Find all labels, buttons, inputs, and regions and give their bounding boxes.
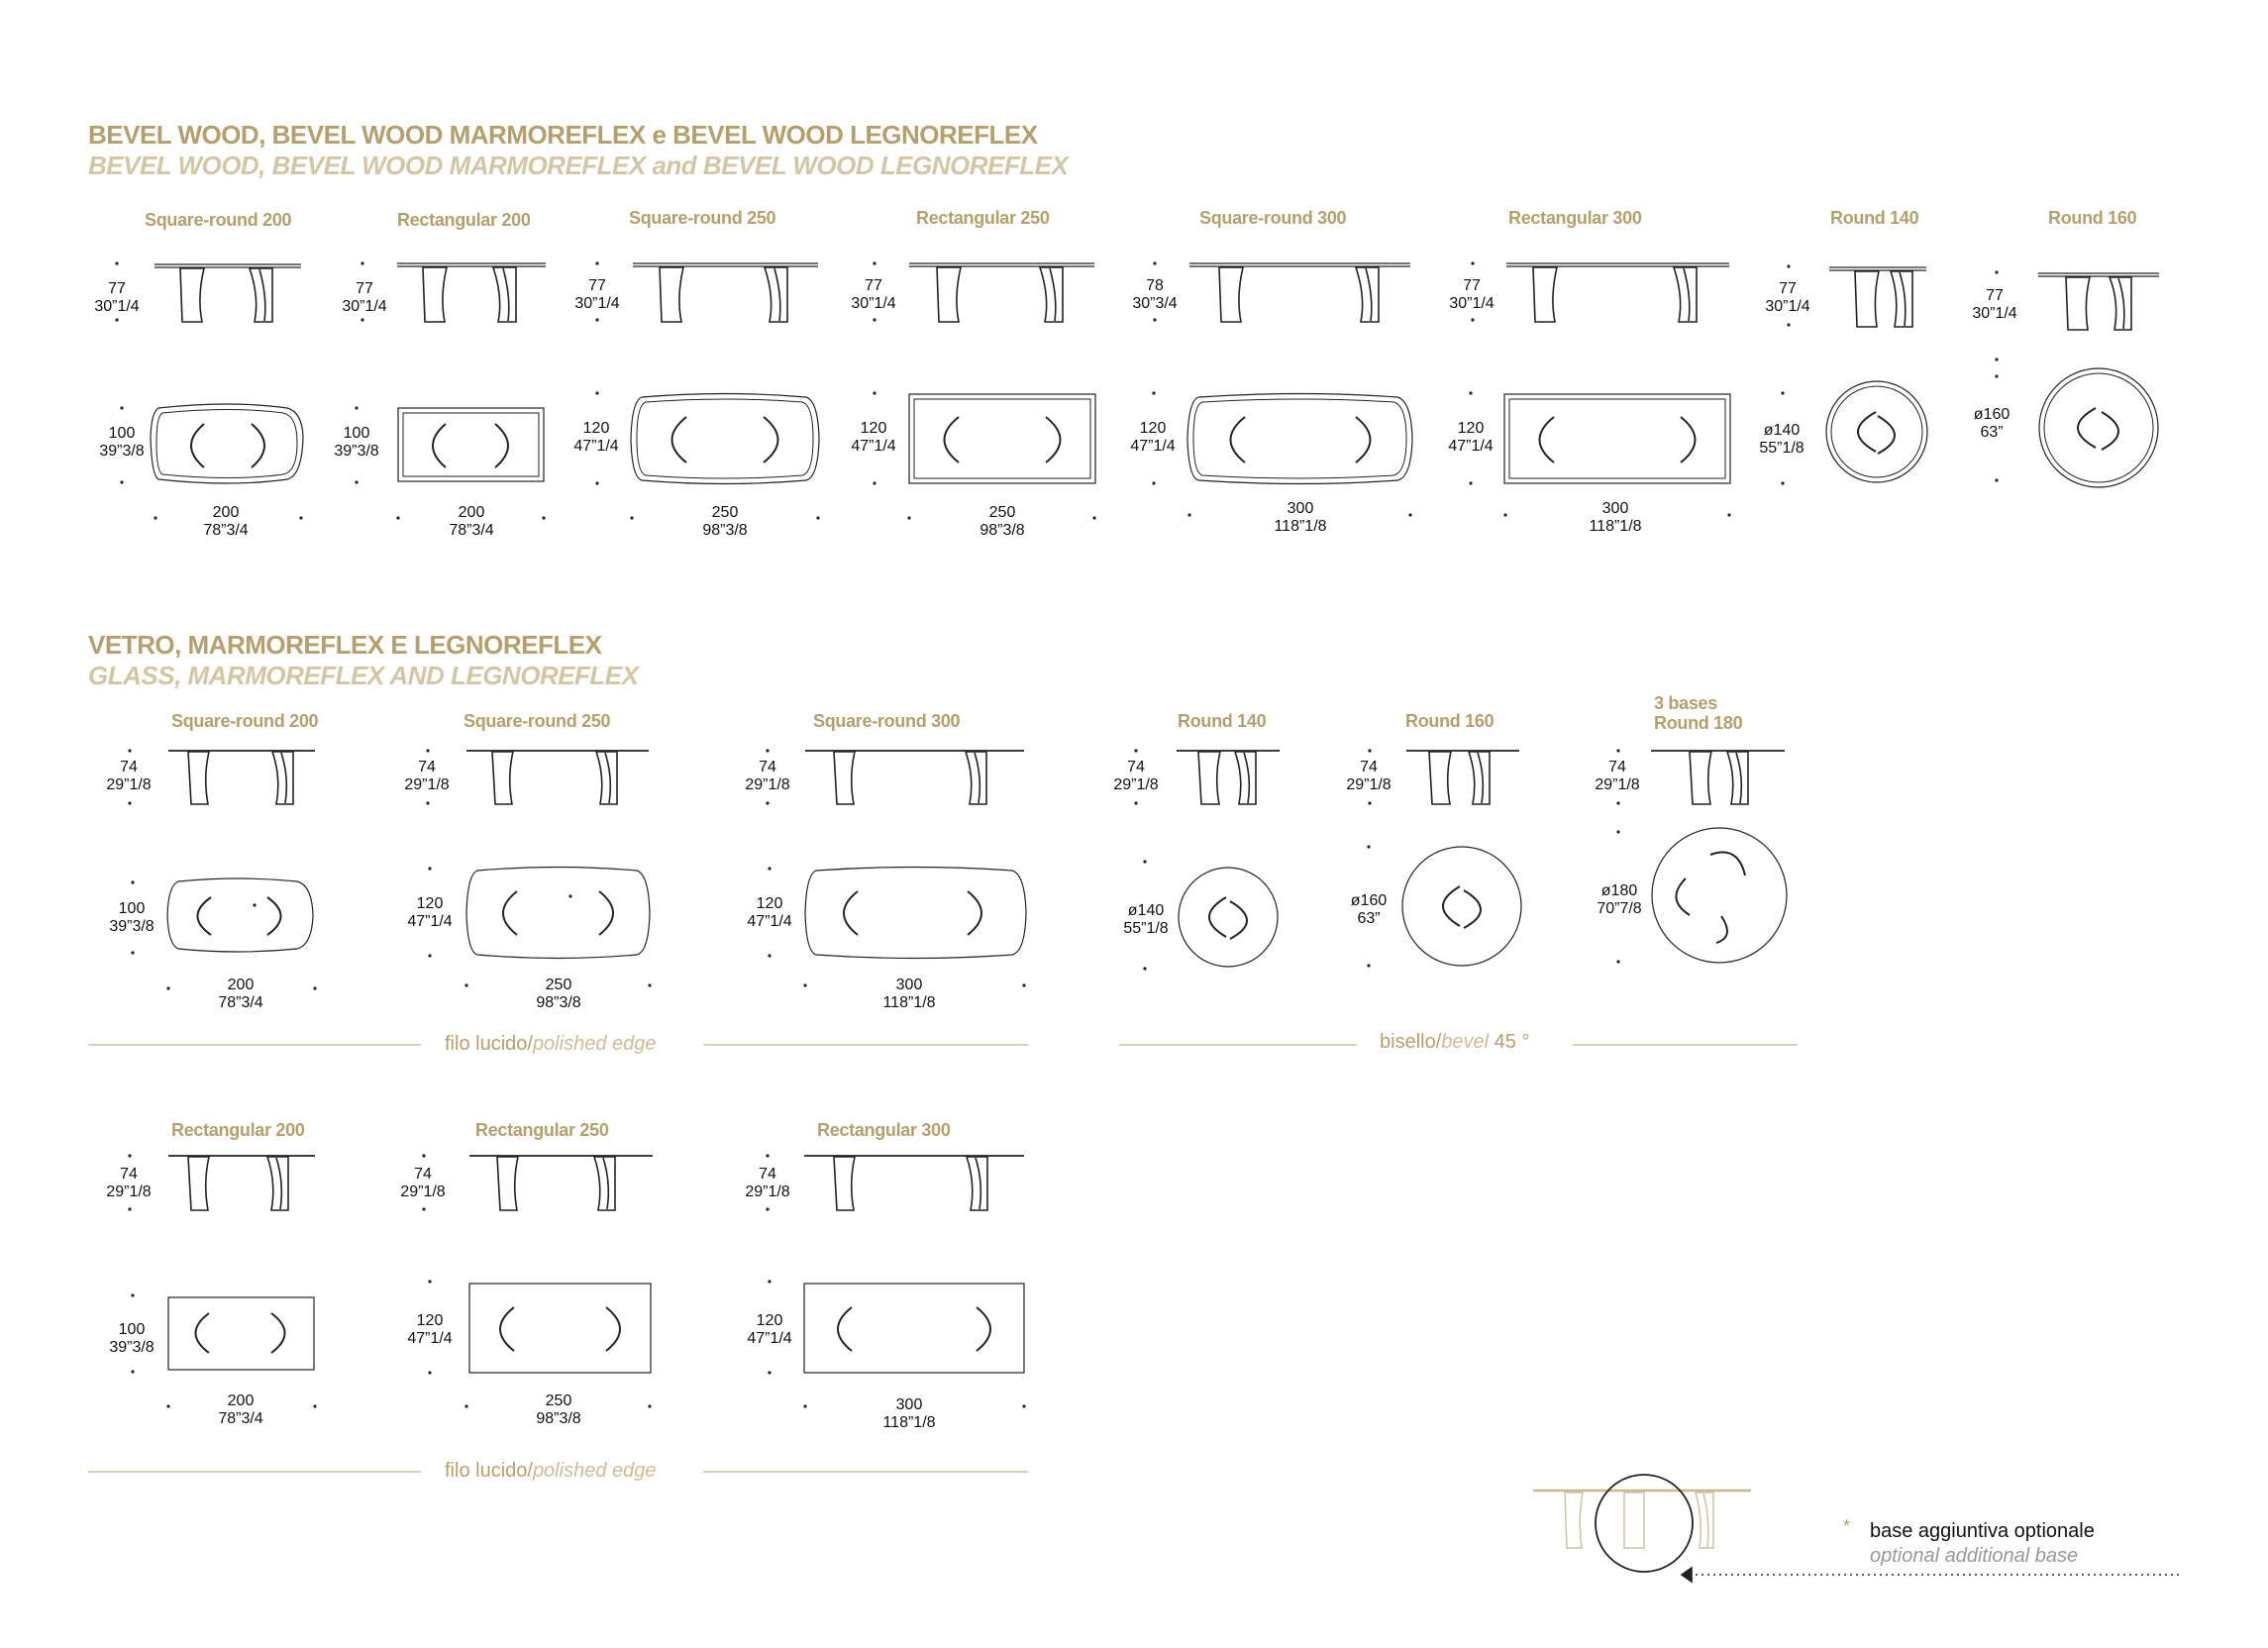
- elevation-glass-square-round-250: [466, 751, 649, 804]
- plan-glass-round-140: [1179, 868, 1278, 967]
- height-dimension: 74 29”1/8: [1595, 759, 1640, 793]
- elevation-glass-rectangular-200: [168, 1156, 315, 1210]
- dimension-dot: [299, 516, 302, 519]
- length-dimension: 200 78”3/4: [449, 504, 494, 539]
- height-dimension: 74 29”1/8: [404, 759, 450, 793]
- dimension-dot: [313, 986, 316, 989]
- height-dimension: 77 30”1/4: [1972, 287, 2017, 322]
- height-dimension: 77 30”1/4: [574, 277, 620, 312]
- dimension-dot: [1471, 318, 1474, 321]
- dimension-dot: [1152, 391, 1155, 394]
- dimension-dot: [766, 1154, 769, 1157]
- section-title-bevel: BEVEL WOOD, BEVEL WOOD MARMOREFLEX e BEVEL WOOD LEGNOREFLEX: [88, 120, 1038, 150]
- dimension-dot: [768, 1371, 771, 1374]
- dimension-dot: [355, 480, 358, 483]
- dimension-dot: [648, 983, 651, 986]
- dimension-dot: [1143, 967, 1146, 970]
- width-dimension: 100 39”3/8: [109, 900, 155, 935]
- dimension-dot: [313, 1404, 316, 1407]
- dimension-dot: [1995, 358, 1998, 360]
- length-dimension: 200 78”3/4: [218, 977, 263, 1011]
- dimension-dot: [166, 986, 169, 989]
- width-dimension: ø180 70”7/8: [1597, 882, 1642, 917]
- plan-glass-rectangular-300: [804, 1284, 1024, 1373]
- elevation-round-140: [1829, 267, 1926, 327]
- dimension-dot: [131, 1293, 134, 1296]
- table-label: Square-round 200: [145, 210, 292, 230]
- dimension-dot: [1995, 270, 1998, 273]
- elevation-glass-square-round-300: [805, 751, 1024, 804]
- section-title-glass: VETRO, MARMOREFLEX E LEGNOREFLEX: [88, 630, 602, 660]
- dimension-dot: [464, 983, 467, 986]
- dimension-dot: [426, 749, 429, 752]
- legend-asterisk: *: [1843, 1516, 1851, 1536]
- dimension-dot: [361, 261, 363, 264]
- table-label: Rectangular 250: [475, 1120, 609, 1140]
- width-dimension: 120 47”1/4: [1448, 420, 1494, 455]
- height-dimension: 74 29”1/8: [106, 759, 152, 793]
- separator-lines: [88, 1045, 1798, 1472]
- table-label: Rectangular 250: [916, 208, 1050, 228]
- table-label: Round 180: [1654, 713, 1743, 733]
- dimension-dot: [428, 867, 431, 870]
- dimension-dot: [1368, 801, 1371, 804]
- length-dimension: 250 98”3/8: [536, 977, 581, 1011]
- height-dimension: 74 29”1/8: [400, 1166, 446, 1200]
- width-dimension: ø140 55”1/8: [1759, 422, 1804, 457]
- table-label: Round 140: [1830, 208, 1919, 228]
- table-label: Square-round 250: [464, 711, 611, 731]
- dimension-dot: [120, 406, 123, 409]
- dimension-dot: [396, 516, 399, 519]
- width-dimension: 120 47”1/4: [747, 1312, 792, 1347]
- section-subtitle-glass: GLASS, MARMOREFLEX AND LEGNOREFLEX: [88, 661, 639, 690]
- dimension-dot: [1616, 749, 1619, 752]
- dimension-dot: [873, 318, 876, 321]
- plan-glass-square-round-300: [805, 868, 1026, 959]
- elevation-rectangular-250: [909, 263, 1094, 322]
- table-label: Round 140: [1178, 711, 1267, 731]
- dimension-dot: [1367, 964, 1370, 967]
- dimension-dot: [428, 954, 431, 957]
- plan-square-round-250: [631, 394, 819, 484]
- dimension-dot: [128, 801, 131, 804]
- dimension-dot: [1022, 983, 1025, 986]
- table-label: Square-round 300: [813, 711, 961, 731]
- plan-glass-rectangular-200: [168, 1297, 314, 1370]
- plan-glass-square-round-200: [167, 878, 313, 952]
- dimension-dot: [128, 1154, 131, 1157]
- table-label: Square-round 300: [1199, 208, 1347, 228]
- height-dimension: 77 30”1/4: [851, 277, 896, 312]
- table-label-top: 3 bases: [1654, 693, 1717, 713]
- edge-note-bevel: bisello/bevel 45 °: [1380, 1031, 1530, 1053]
- height-dimension: 77 30”1/4: [342, 280, 387, 315]
- dimension-dot: [803, 1404, 806, 1407]
- dimension-dot: [1616, 830, 1619, 833]
- elevation-glass-round-180: [1651, 751, 1785, 804]
- dimension-dot: [131, 1370, 134, 1373]
- width-dimension: ø140 55”1/8: [1123, 902, 1169, 937]
- dimension-dot: [766, 801, 769, 804]
- dimension-dot: [873, 261, 876, 264]
- edge-note-polished: filo lucido/polished edge: [445, 1460, 657, 1482]
- dimension-dot: [595, 261, 598, 264]
- elevation-square-round-200: [155, 264, 301, 322]
- width-dimension: 120 47”1/4: [407, 895, 453, 930]
- dimension-dot: [422, 1154, 425, 1157]
- elevation-square-round-250: [633, 263, 818, 322]
- dimension-dot: [768, 867, 771, 870]
- dimension-dot: [766, 1207, 769, 1210]
- edge-note-polished: filo lucido/polished edge: [445, 1033, 657, 1055]
- dimension-dot: [422, 1207, 425, 1210]
- plan-square-round-200: [151, 404, 303, 483]
- dimension-dot: [1469, 391, 1472, 394]
- dimension-dot: [120, 480, 123, 483]
- plan-glass-round-180: [1652, 828, 1787, 963]
- elevation-glass-rectangular-300: [804, 1156, 1024, 1210]
- dimension-dot: [595, 318, 598, 321]
- dimension-dot: [1781, 481, 1784, 484]
- width-dimension: 120 47”1/4: [573, 420, 619, 455]
- dimension-dot: [1143, 860, 1146, 863]
- length-dimension: 250 98”3/8: [536, 1392, 581, 1427]
- elevation-glass-round-140: [1177, 751, 1280, 804]
- length-dimension: 250 98”3/8: [702, 504, 748, 539]
- plan-glass-round-160: [1402, 847, 1521, 966]
- height-dimension: 78 30”3/4: [1132, 277, 1178, 312]
- plan-round-140: [1826, 381, 1927, 482]
- elevation-glass-round-160: [1406, 751, 1519, 804]
- height-dimension: 77 30”1/4: [1449, 277, 1495, 312]
- elevation-rectangular-200: [397, 263, 546, 322]
- dimension-dot: [1503, 513, 1506, 516]
- dimension-dot: [166, 1404, 169, 1407]
- dimension-dot: [1092, 516, 1095, 519]
- table-label: Round 160: [2048, 208, 2137, 228]
- width-dimension: 100 39”3/8: [109, 1321, 155, 1356]
- dimension-dot: [1727, 513, 1730, 516]
- width-dimension: 120 47”1/4: [407, 1312, 453, 1347]
- height-dimension: 74 29”1/8: [1113, 759, 1159, 793]
- dimension-dot: [595, 391, 598, 394]
- elevation-glass-square-round-200: [168, 751, 315, 804]
- dimension-dot: [1995, 478, 1998, 481]
- width-dimension: 120 47”1/4: [1130, 420, 1176, 455]
- width-dimension: ø160 63”: [1973, 406, 2010, 441]
- elevation-glass-rectangular-250: [469, 1156, 653, 1210]
- dimension-dot: [1134, 749, 1137, 752]
- section-subtitle-bevel: BEVEL WOOD, BEVEL WOOD MARMOREFLEX and BEVEL WOOD LEGNOREFLEX: [88, 151, 1069, 180]
- dimension-dot: [873, 481, 876, 484]
- height-dimension: 74 29”1/8: [745, 759, 790, 793]
- plan-rectangular-250: [909, 394, 1095, 483]
- dimension-dot: [355, 406, 358, 409]
- dimension-dot: [873, 391, 876, 394]
- dimension-dot: [1153, 261, 1156, 264]
- height-dimension: 74 29”1/8: [1346, 759, 1392, 793]
- length-dimension: 200 78”3/4: [203, 504, 249, 539]
- plan-round-160: [2039, 368, 2158, 487]
- table-label: Rectangular 200: [397, 210, 531, 230]
- height-dimension: 77 30”1/4: [1765, 280, 1810, 315]
- dimension-dot: [816, 516, 819, 519]
- dimension-dot: [630, 516, 633, 519]
- width-dimension: ø160 63”: [1350, 892, 1388, 927]
- table-label: Square-round 200: [171, 711, 319, 731]
- length-dimension: 200 78”3/4: [218, 1392, 263, 1427]
- width-dimension: 100 39”3/8: [99, 425, 145, 460]
- dimension-dot: [131, 951, 134, 954]
- plan-rectangular-200: [398, 408, 544, 481]
- plan-glass-rectangular-250: [469, 1284, 651, 1373]
- dimension-dot: [426, 801, 429, 804]
- dimension-dot: [154, 516, 156, 519]
- table-label: Rectangular 300: [1508, 208, 1642, 228]
- dimension-dot: [1781, 391, 1784, 394]
- dimension-dot: [115, 318, 118, 321]
- dimension-dot: [1153, 318, 1156, 321]
- dimension-dot: [128, 1207, 131, 1210]
- width-dimension: 100 39”3/8: [334, 425, 379, 460]
- dimension-dot: [766, 749, 769, 752]
- table-label: Rectangular 300: [817, 1120, 951, 1140]
- dimension-dot: [1787, 323, 1790, 326]
- dimension-dot: [1616, 960, 1619, 963]
- table-label: Round 160: [1405, 711, 1495, 731]
- elevation-rectangular-300: [1506, 263, 1729, 322]
- dimension-dot: [1469, 481, 1472, 484]
- dimension-dot: [131, 880, 134, 883]
- dimension-dot: [1367, 845, 1370, 848]
- length-dimension: 300 118”1/8: [882, 1396, 936, 1431]
- dimension-dot: [361, 318, 363, 321]
- table-label: Rectangular 200: [171, 1120, 305, 1140]
- dimension-dot: [1616, 801, 1619, 804]
- dimension-dot: [768, 1280, 771, 1283]
- dimension-dot: [1134, 801, 1137, 804]
- dimension-dot: [542, 516, 545, 519]
- elevation-round-160: [2038, 273, 2159, 330]
- length-dimension: 250 98”3/8: [979, 504, 1025, 539]
- plan-square-round-300: [1187, 394, 1412, 484]
- dimension-dot: [1022, 1404, 1025, 1407]
- legend-additional-base-drawing: [1533, 1475, 2179, 1582]
- table-label: Square-round 250: [629, 208, 776, 228]
- dimension-dot: [1187, 513, 1190, 516]
- dimension-dot: [1368, 749, 1371, 752]
- length-dimension: 300 118”1/8: [882, 977, 936, 1011]
- dimension-dot: [803, 983, 806, 986]
- dimension-dot: [128, 749, 131, 752]
- width-dimension: 120 47”1/4: [851, 420, 896, 455]
- legend-text-it: base aggiuntiva optionale: [1870, 1520, 2095, 1542]
- dimension-dot: [428, 1371, 431, 1374]
- dimension-dot: [907, 516, 910, 519]
- plan-rectangular-300: [1504, 394, 1730, 483]
- dimension-dot: [1408, 513, 1411, 516]
- width-dimension: 120 47”1/4: [747, 895, 792, 930]
- length-dimension: 300 118”1/8: [1589, 500, 1642, 535]
- height-dimension: 77 30”1/4: [94, 280, 140, 315]
- plan-glass-square-round-250: [466, 868, 650, 959]
- dimension-dot: [464, 1404, 467, 1407]
- dimension-dot: [768, 954, 771, 957]
- elevation-square-round-300: [1189, 263, 1410, 322]
- dimension-dot: [428, 1280, 431, 1283]
- dimension-dot: [1152, 481, 1155, 484]
- height-dimension: 74 29”1/8: [106, 1166, 152, 1200]
- legend-text-en: optional additional base: [1870, 1545, 2079, 1567]
- dimension-dot: [1995, 374, 1998, 377]
- dimension-dot: [1471, 261, 1474, 264]
- height-dimension: 74 29”1/8: [745, 1166, 790, 1200]
- length-dimension: 300 118”1/8: [1274, 500, 1327, 535]
- dimension-dot: [1787, 264, 1790, 267]
- dimension-dot: [115, 261, 118, 264]
- dimension-dot: [648, 1404, 651, 1407]
- dimension-dot: [595, 481, 598, 484]
